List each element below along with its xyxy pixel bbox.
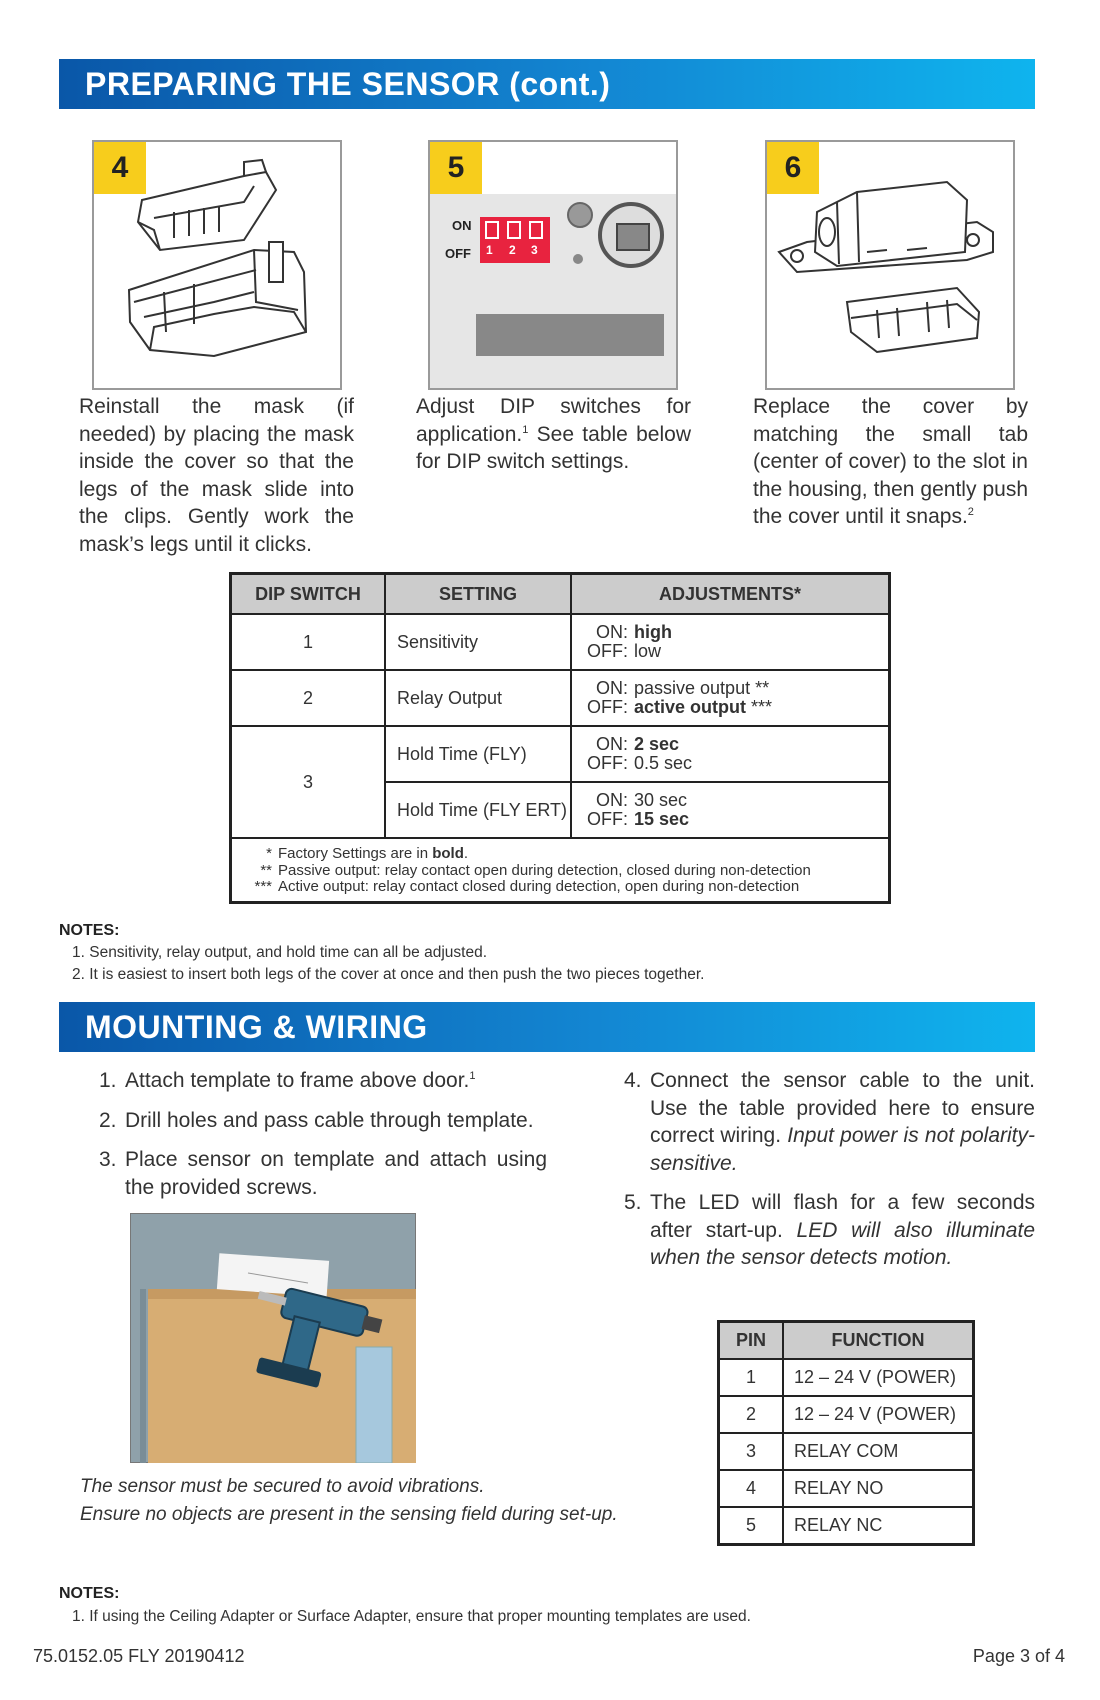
pin-function-table <box>717 1320 975 1546</box>
note-item: 2. It is easiest to insert both legs of the cover at once and then push the two pieces together. <box>72 966 705 983</box>
step-4-caption <box>79 393 354 558</box>
sensor-lens <box>598 202 664 268</box>
mount-note-line: The sensor must be secured to avoid vibrations. <box>80 1476 485 1497</box>
step-text: Place sensor on template and attach using the provided screws. <box>125 1148 547 1199</box>
footnote-text: Passive output: relay contact open during detection, closed during non-detection <box>278 861 811 879</box>
adjustment-cell <box>571 782 890 838</box>
dip-switch-cell: 1 <box>231 614 386 670</box>
step-6-illustration <box>765 140 1015 390</box>
off-value: 0.5 sec <box>634 753 693 773</box>
step-num: 5. <box>624 1191 642 1214</box>
led-indicator <box>567 202 593 228</box>
step-italic: Input power is not polarity-sensitive. <box>650 1124 1036 1175</box>
footnote-mark: *** <box>254 878 272 896</box>
step-num: 2. <box>99 1108 117 1132</box>
footnote-text: Factory Settings are in <box>278 845 433 863</box>
section-title: PREPARING THE SENSOR (cont.) <box>85 66 611 102</box>
mount-steps-left <box>99 1067 547 1213</box>
dip-switch-1-label: 1 <box>486 243 493 257</box>
footnote-ref: 1 <box>522 423 529 436</box>
footnote-bold: bold <box>432 845 464 863</box>
table-row <box>231 670 890 726</box>
off-value: low <box>634 641 662 661</box>
column-header: PIN <box>719 1322 784 1360</box>
pin-cell: 3 <box>719 1433 784 1470</box>
list-item <box>624 1067 1035 1177</box>
table-header-row <box>719 1322 974 1360</box>
list-item <box>99 1107 547 1135</box>
step-text: Attach template to frame above door. <box>125 1069 470 1092</box>
list-item <box>99 1067 547 1095</box>
setting-cell: Relay Output <box>385 670 571 726</box>
step-italic: LED will also illuminate when the sensor detects motion. <box>650 1218 1035 1269</box>
on-value: 30 sec <box>634 790 688 810</box>
off-label: OFF: <box>587 697 628 717</box>
table-row <box>719 1359 974 1396</box>
dip-switch-cell: 3 <box>231 726 386 838</box>
function-cell: 12 – 24 V (POWER) <box>783 1396 974 1433</box>
notes-heading: NOTES: <box>59 1585 120 1602</box>
step-5-text: Adjust DIP switches for application. <box>416 395 691 446</box>
step-5-illustration <box>428 140 678 390</box>
pin-cell: 1 <box>719 1359 784 1396</box>
list-item <box>624 1189 1035 1272</box>
footnote-mark: * <box>266 845 272 863</box>
column-header: SETTING <box>385 574 571 615</box>
table-row <box>719 1507 974 1545</box>
on-label: ON: <box>595 790 628 810</box>
off-label: OFF: <box>587 641 628 661</box>
adjustment-cell <box>571 726 890 782</box>
adjustment-cell <box>571 670 890 726</box>
step-number: 6 <box>767 142 819 194</box>
step-5-caption <box>416 393 691 476</box>
step-text: The LED will flash for a few seconds after start-up. <box>650 1191 1035 1242</box>
footnote-ref: 2 <box>967 506 974 518</box>
on-label: ON: <box>595 678 628 698</box>
step-4-illustration <box>92 140 342 390</box>
table-row <box>719 1433 974 1470</box>
step-5-text-cont: See table below for DIP switch settings. <box>416 422 691 473</box>
off-suffix: *** <box>746 697 773 717</box>
mount-note-line: Ensure no objects are present in the sensing field during set-up. <box>80 1504 618 1525</box>
note-item: 1. Sensitivity, relay output, and hold time can all be adjusted. <box>72 944 488 961</box>
step-num: 4. <box>624 1069 642 1092</box>
table-row <box>231 726 890 782</box>
on-value: high <box>634 622 672 642</box>
footnotes <box>231 838 890 903</box>
off-value: active output <box>634 697 747 717</box>
potentiometer-dot <box>573 254 583 264</box>
note-item: 1. If using the Ceiling Adapter or Surface Adapter, ensure that proper mounting templates are used. <box>72 1608 751 1625</box>
function-cell: RELAY NO <box>783 1470 974 1507</box>
off-value: 15 sec <box>634 809 690 829</box>
footnote-ref: 1 <box>469 1070 476 1082</box>
housing-and-cover-drawing <box>767 142 1013 388</box>
off-label: OFF: <box>587 809 628 829</box>
step-6-caption <box>753 393 1028 531</box>
document-id: 75.0152.05 FLY 20190412 <box>33 1646 245 1666</box>
drill-mounting-illustration <box>130 1213 416 1463</box>
step-text: Drill holes and pass cable through template. <box>125 1108 534 1132</box>
function-cell: RELAY NC <box>783 1507 974 1545</box>
step-6-text: Replace the cover by matching the small tab (center of cover) to the slot in the housing, then gently push the cover until it snaps. <box>753 395 1028 528</box>
list-item <box>99 1146 547 1201</box>
step-number: 5 <box>430 142 482 194</box>
mount-note <box>80 1473 618 1529</box>
section-banner-preparing <box>59 59 1035 109</box>
function-cell: 12 – 24 V (POWER) <box>783 1359 974 1396</box>
on-value: passive output ** <box>634 678 770 698</box>
table-header-row <box>231 574 890 615</box>
setting-cell: Sensitivity <box>385 614 571 670</box>
table-row <box>719 1470 974 1507</box>
step-num: 1. <box>99 1069 117 1092</box>
column-header: FUNCTION <box>783 1322 974 1360</box>
dip-switch-cell: 2 <box>231 670 386 726</box>
column-header: ADJUSTMENTS* <box>571 574 890 615</box>
dip-switch-table <box>229 572 891 904</box>
pin-cell: 5 <box>719 1507 784 1545</box>
function-cell: RELAY COM <box>783 1433 974 1470</box>
footnote-text: Active output: relay contact closed during detection, open during non-detection <box>278 878 800 896</box>
dip-switch-2-label: 2 <box>509 243 516 257</box>
section-banner-mounting <box>59 1002 1035 1052</box>
dip-off-label: OFF <box>445 246 471 261</box>
step-4-text: Reinstall the mask (if needed) by placing the mask inside the cover so that the legs of the mask slide into the clips. Gently work the mask’s legs until it clicks. <box>79 395 354 556</box>
dip-on-label: ON <box>452 218 472 233</box>
setting-cell: Hold Time (FLY ERT) <box>385 782 571 838</box>
section-title: MOUNTING & WIRING <box>85 1009 428 1045</box>
on-value: 2 sec <box>634 734 680 754</box>
adjustment-cell <box>571 614 890 670</box>
table-footnote-row <box>231 838 890 903</box>
setting-cell: Hold Time (FLY) <box>385 726 571 782</box>
step-num: 3. <box>99 1148 117 1171</box>
table-row <box>231 614 890 670</box>
mount-steps-right <box>624 1067 1035 1284</box>
notes-heading: NOTES: <box>59 922 120 939</box>
off-label: OFF: <box>587 753 628 773</box>
step-text: Connect the sensor cable to the unit. Use the table provided here to ensure correct wiring. <box>650 1069 1035 1147</box>
dip-switch-block[interactable] <box>480 217 550 263</box>
label-plate <box>476 314 664 356</box>
mask-and-cover-drawing <box>94 142 340 388</box>
step-number: 4 <box>94 142 146 194</box>
column-header: DIP SWITCH <box>231 574 386 615</box>
pin-cell: 2 <box>719 1396 784 1433</box>
page-number: Page 3 of 4 <box>972 1646 1065 1666</box>
table-row <box>719 1396 974 1433</box>
on-label: ON: <box>595 622 628 642</box>
on-label: ON: <box>595 734 628 754</box>
footnote-mark: ** <box>260 861 272 879</box>
dip-switch-3-label: 3 <box>531 243 538 257</box>
pin-cell: 4 <box>719 1470 784 1507</box>
footnote-end: . <box>463 845 469 863</box>
